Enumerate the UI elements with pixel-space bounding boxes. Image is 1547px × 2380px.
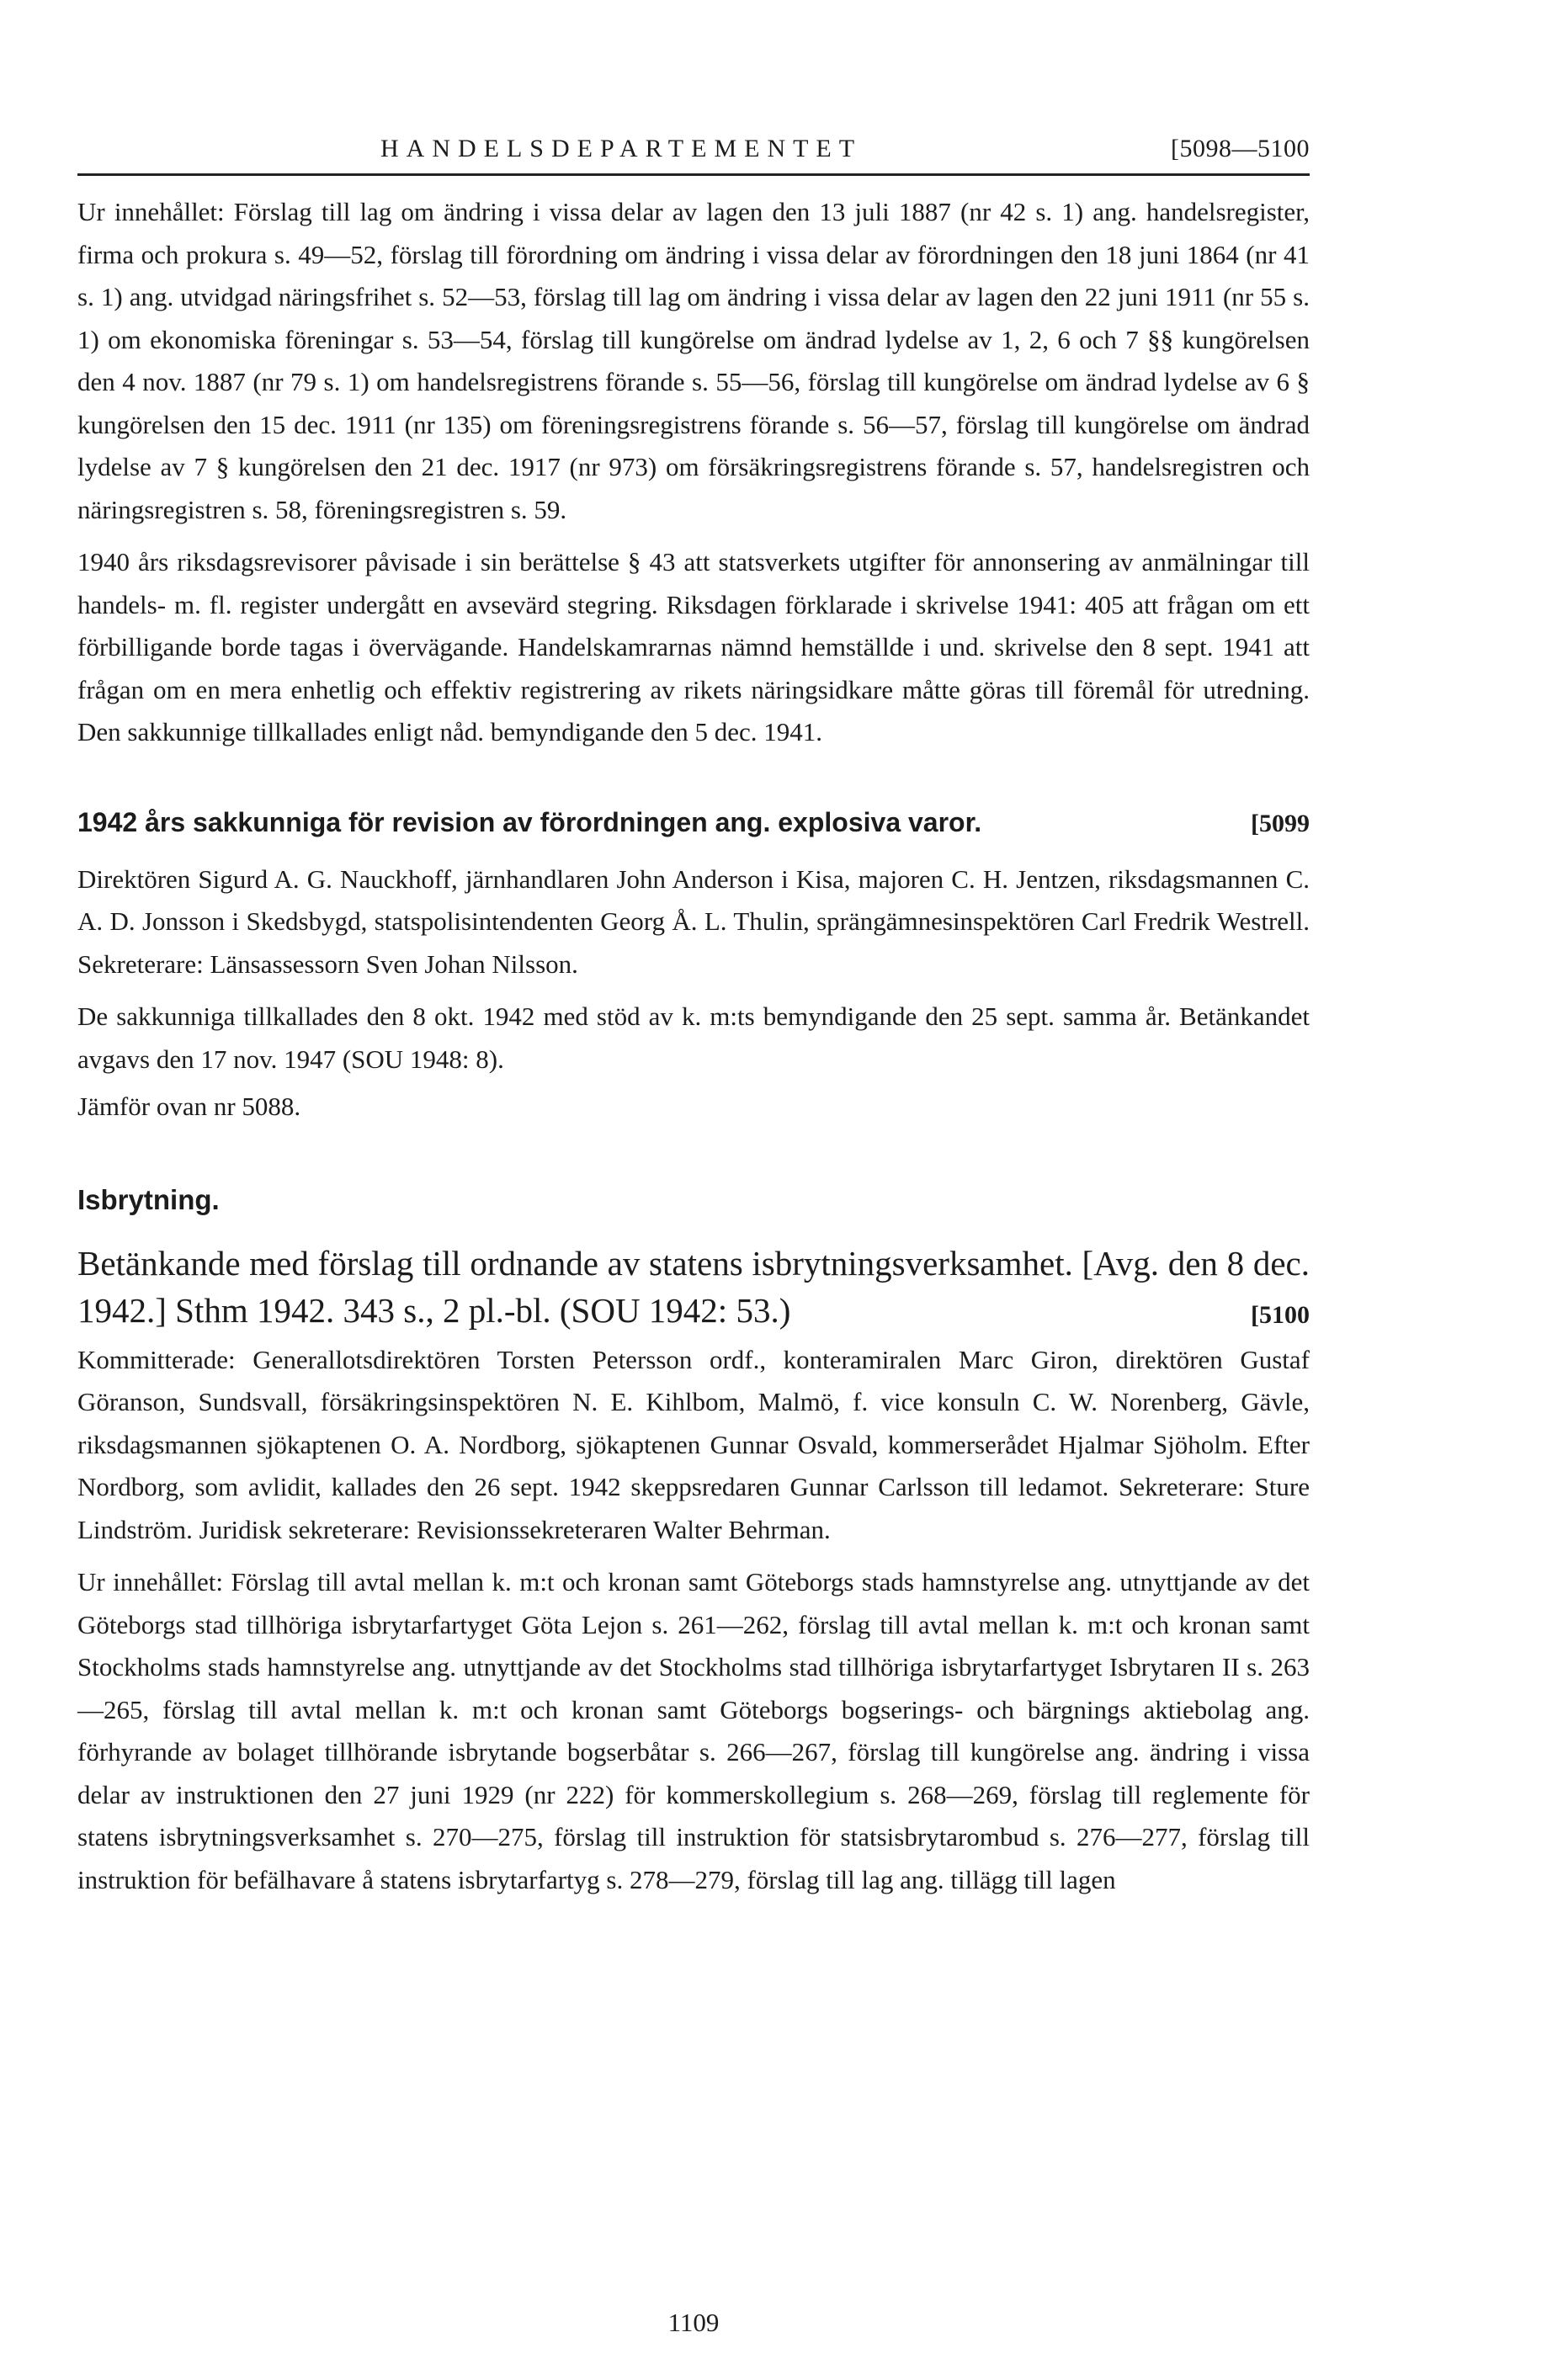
section-heading-5099 [77,801,1310,845]
paragraph-committee-5100: Kommitterade: Generallotsdirektören Torsten Petersson ordf., konteramiralen Marc Giron, direktören Gustaf Göranson, Sundsvall, försäkringsinspektören N. E. Kihlbom, Malmö, f. vice konsuln C. W. Norenberg, Gävle, riksdagsmannen sjökaptenen O. A. Nordborg, sjökaptenen Gunnar Osvald, kommerserådet Hjalmar Sjöholm. Efter Nordborg, som avlidit, kallades den 26 sept. 1942 skeppsredaren Gunnar Carlsson till ledamot. Sekreterare: Sture Lindström. Juridisk sekreterare: Revisionssekreteraren Walter Behrman. [77,1344,1310,1544]
running-header [77,135,1310,176]
document-page [77,135,1310,2337]
report-title-5100 [77,1240,1310,1334]
report-title-5100-text: Betänkande med förslag till ordnande av statens isbrytningsverksamhet. [Avg. den 8 dec. 1942.] Sthm 1942. 343 s., 2 pl.-bl. (SOU 1942: 53.) [77,1243,1310,1330]
paragraph-members-5099: Direktören Sigurd A. G. Nauckhoff, järnhandlaren John Anderson i Kisa, majoren C. H. Jentzen, riksdagsmannen C. A. D. Jonsson i Skedsbygd, statspolisintendenten Georg Å. L. Thulin, sprängämnesinspektören Carl Fredrik Westrell. Sekreterare: Länsassessorn Sven Johan Nilsson. [77,863,1310,979]
entry-number-5100: [5100 [1251,1300,1310,1329]
section-heading-isbrytning: Isbrytning. [77,1183,220,1215]
section-heading-5099-text: 1942 års sakkunniga för revision av förordningen ang. explosiva varor. [77,806,982,837]
paragraph-compare-5099: Jämför ovan nr 5088. [77,1092,301,1121]
paragraph-contents-5100: Ur innehållet: Förslag till avtal mellan k. m:t och kronan samt Göteborgs stads hamnstyrelse ang. utnyttjande av det Göteborgs stad tillhöriga isbrytarfartyget Göta Lejon s. 261—262, förslag till avtal mellan k. m:t och kronan samt Stockholms stads hamnstyrelse ang. utnyttjande av det Stockholms stad tillhöriga isbrytarfartyget Isbrytaren II s. 263—265, förslag till avtal mellan k. m:t och kronan samt Göteborgs bogserings- och bärgnings aktiebolag ang. förhyrande av bolaget tillhörande isbrytande bogserbåtar s. 266—267, förslag till kungörelse ang. ändring i vissa delar av instruktionen den 27 juni 1929 (nr 222) för kommerskollegium s. 268—269, förslag till reglemente för statens isbrytningsverksamhet s. 270—275, förslag till instruktion för statsisbrytarombud s. 276—277, förslag till instruktion för befälhavare å statens isbrytarfartyg s. 278—279, förslag till lag ang. tillägg till lagen [77,1567,1310,1894]
running-header-title: HANDELSDEPARTEMENTET [380,135,863,162]
paragraph-background-5098: 1940 års riksdagsrevisorer påvisade i sin berättelse § 43 att statsverkets utgifter för annonsering av anmälningar till handels- m. fl. register undergått en avsevärd stegring. Riksdagen förklarade i skrivelse 1941: 405 att frågan om ett förbilligande borde tagas i övervägande. Handelskamrarnas nämnd hemställde i und. skrivelse den 8 sept. 1941 att frågan om en mera enhetlig och effektiv registrering av rikets näringsidkare måtte göras till föremål för utredning. Den sakkunnige tillkallades enligt nåd. bemyndigande den 5 dec. 1941. [77,547,1310,746]
paragraph-appointed-5099: De sakkunniga tillkallades den 8 okt. 1942 med stöd av k. m:ts bemyndigande den 25 sept. samma år. Betänkandet avgavs den 17 nov. 1947 (SOU 1948: 8). [77,1001,1310,1074]
running-header-entry-range: [5098—5100 [1171,135,1310,162]
paragraph-contents-5098: Ur innehållet: Förslag till lag om ändring i vissa delar av lagen den 13 juli 1887 (nr 42 s. 1) ang. handelsregister, firma och prokura s. 49—52, förslag till förordning om ändring i vissa delar av förordningen den 18 juni 1864 (nr 41 s. 1) ang. utvidgad näringsfrihet s. 52—53, förslag till lag om ändring i vissa delar av lagen den 22 juni 1911 (nr 55 s. 1) om ekonomiska föreningar s. 53—54, förslag till kungörelse om ändrad lydelse av 1, 2, 6 och 7 §§ kungörelsen den 4 nov. 1887 (nr 79 s. 1) om handelsregistrens förande s. 55—56, förslag till kungörelse om ändrad lydelse av 6 § kungörelsen den 15 dec. 1911 (nr 135) om föreningsregistrens förande s. 56—57, förslag till kungörelse om ändrad lydelse av 7 § kungörelsen den 21 dec. 1917 (nr 973) om försäkringsregistrens förande s. 57, handelsregistren och näringsregistren s. 58, föreningsregistren s. 59. [77,197,1310,524]
page-number: 1109 [667,2308,720,2337]
entry-number-5099: [5099 [1251,809,1310,837]
